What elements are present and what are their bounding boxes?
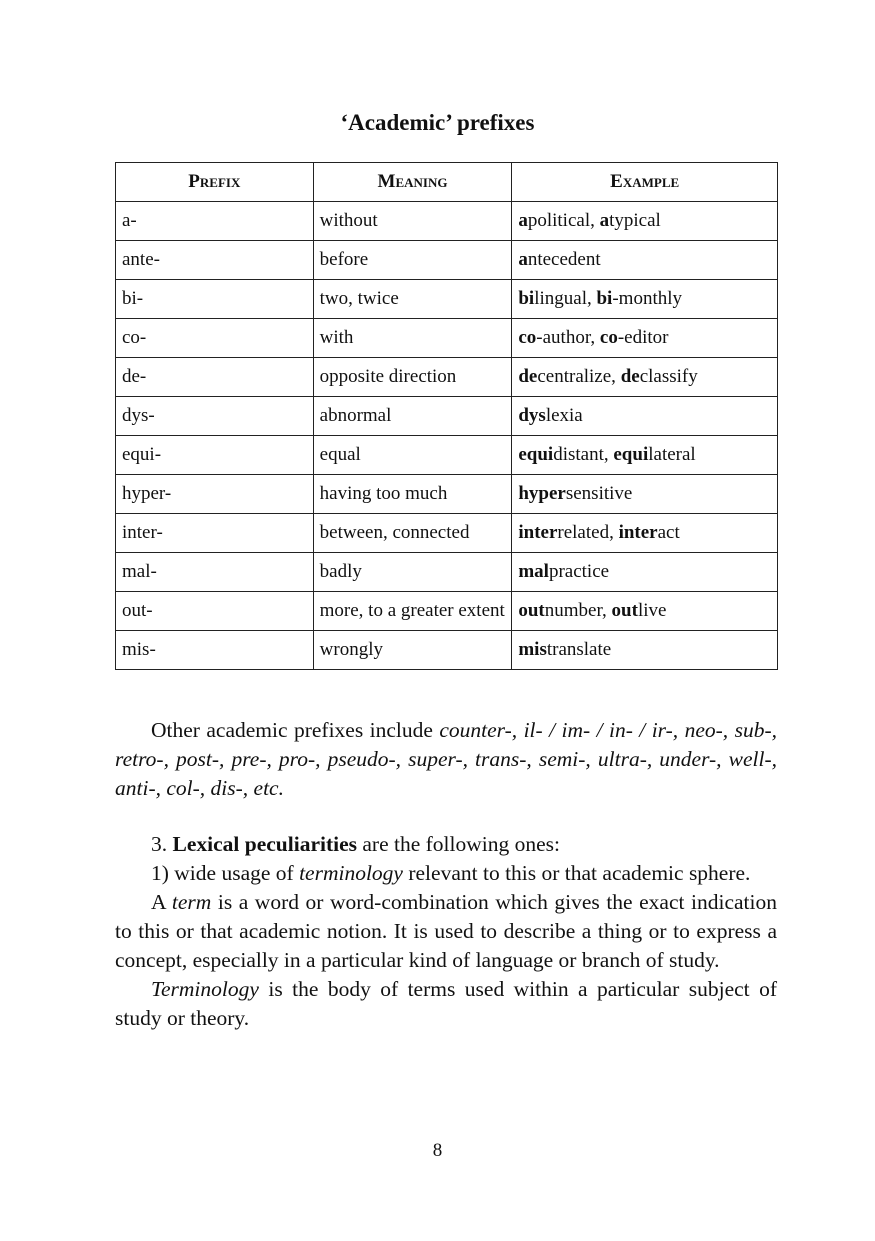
example-rest-part: act	[657, 522, 680, 543]
example-prefix-part: de	[518, 366, 538, 387]
table-row	[116, 631, 778, 670]
example-rest-part: -author,	[536, 327, 600, 348]
term-definition-paragraph	[115, 888, 777, 975]
example-rest-part: typical	[609, 210, 661, 231]
example-rest-part: -monthly	[612, 288, 683, 309]
terminology-usage-paragraph	[115, 859, 777, 888]
prefix-cell: equi-	[116, 436, 314, 475]
prefix-cell: mal-	[116, 553, 314, 592]
lexical-heading: Lexical peculiarities	[172, 832, 358, 856]
table-row	[116, 280, 778, 319]
example-rest-part: practice	[548, 561, 610, 582]
example-rest-part: related,	[557, 522, 619, 543]
term-word: term	[171, 890, 212, 914]
example-prefix-part: mis	[518, 639, 547, 660]
meaning-cell: two, twice	[313, 280, 512, 319]
prefix-cell: out-	[116, 592, 314, 631]
example-cell	[512, 319, 778, 358]
example-prefix-part: inter	[618, 522, 658, 543]
example-rest-part: lexia	[545, 405, 583, 426]
table-row	[116, 358, 778, 397]
example-prefix-part: mal	[518, 561, 549, 582]
meaning-cell: without	[313, 202, 512, 241]
header-prefix: Prefix	[116, 163, 314, 202]
page-number: 8	[432, 1140, 443, 1161]
example-cell	[512, 436, 778, 475]
meaning-cell: more, to a greater extent	[313, 592, 512, 631]
example-rest-part: lingual,	[534, 288, 597, 309]
example-prefix-part: a	[599, 210, 610, 231]
table-header-row	[116, 163, 778, 202]
other-prefixes-paragraph	[115, 716, 777, 803]
term-end: is a word or word-combination which gives the exact indication to this or that academic notion. It is used to describe a thing or to express a concept, especially in a particular kind of language or branch of study.	[115, 890, 778, 972]
usage-start: 1) wide usage of	[151, 861, 300, 885]
header-meaning: Meaning	[313, 163, 512, 202]
meaning-cell: before	[313, 241, 512, 280]
meaning-cell: equal	[313, 436, 512, 475]
prefix-cell: co-	[116, 319, 314, 358]
lexical-heading-rest: are the following ones:	[357, 832, 561, 856]
example-prefix-part: a	[518, 249, 528, 270]
prefix-cell: dys-	[116, 397, 314, 436]
other-prefixes-lead: Other academic prefixes include	[151, 718, 440, 742]
example-prefix-part: co	[518, 327, 537, 348]
example-cell	[512, 397, 778, 436]
example-rest-part: classify	[639, 366, 698, 387]
example-cell	[512, 631, 778, 670]
example-rest-part: live	[637, 600, 667, 621]
table-body	[116, 202, 778, 670]
example-prefix-part: out	[518, 600, 545, 621]
example-rest-part: number,	[544, 600, 612, 621]
example-prefix-part: a	[518, 210, 528, 231]
table-row	[116, 514, 778, 553]
example-rest-part: -editor	[617, 327, 669, 348]
prefix-cell: de-	[116, 358, 314, 397]
table-row	[116, 241, 778, 280]
header-example: Example	[512, 163, 778, 202]
example-prefix-part: dys	[518, 405, 546, 426]
table-row	[116, 397, 778, 436]
example-rest-part: lateral	[648, 444, 696, 465]
meaning-cell: opposite direction	[313, 358, 512, 397]
example-prefix-part: equi	[613, 444, 649, 465]
prefix-cell: mis-	[116, 631, 314, 670]
lexical-heading-paragraph	[115, 830, 777, 859]
table-row	[116, 319, 778, 358]
meaning-cell: between, connected	[313, 514, 512, 553]
example-rest-part: ntecedent	[527, 249, 601, 270]
example-prefix-part: de	[620, 366, 640, 387]
example-rest-part: political,	[527, 210, 600, 231]
example-cell	[512, 202, 778, 241]
example-cell	[512, 592, 778, 631]
prefix-table	[115, 162, 778, 670]
meaning-cell: wrongly	[313, 631, 512, 670]
table-row	[116, 436, 778, 475]
example-prefix-part: co	[599, 327, 618, 348]
terminology-end: is the body of terms used within a particular subject of study or theory.	[115, 977, 777, 1030]
terminology-word: Terminology	[151, 977, 259, 1001]
meaning-cell: abnormal	[313, 397, 512, 436]
example-prefix-part: equi	[518, 444, 554, 465]
example-cell	[512, 514, 778, 553]
example-prefix-part: bi	[518, 288, 535, 309]
example-rest-part: translate	[546, 639, 612, 660]
example-prefix-part: inter	[518, 522, 558, 543]
meaning-cell: having too much	[313, 475, 512, 514]
example-cell	[512, 241, 778, 280]
lexical-section	[115, 830, 777, 1033]
table-row	[116, 553, 778, 592]
table-row	[116, 475, 778, 514]
example-prefix-part: bi	[596, 288, 613, 309]
example-cell	[512, 475, 778, 514]
example-rest-part: distant,	[553, 444, 614, 465]
example-rest-part: sensitive	[565, 483, 633, 504]
table-row	[116, 592, 778, 631]
example-prefix-part: out	[611, 600, 638, 621]
usage-terminology: terminology	[299, 861, 403, 885]
other-prefixes-list: counter-, il- / im- / in- / ir-, neo-, sub-, retro-, post-, pre-, pro-, pseudo-, super-, trans-, semi-, ultra-, under-, well-, anti-, col-, dis-, etc.	[115, 718, 777, 800]
prefix-cell: bi-	[116, 280, 314, 319]
example-rest-part: centralize,	[537, 366, 621, 387]
term-start: A	[151, 890, 172, 914]
lexical-number: 3.	[151, 832, 173, 856]
prefix-cell: hyper-	[116, 475, 314, 514]
example-cell	[512, 280, 778, 319]
prefix-cell: inter-	[116, 514, 314, 553]
table-row	[116, 202, 778, 241]
example-cell	[512, 553, 778, 592]
prefix-cell: a-	[116, 202, 314, 241]
page-title: ‘Academic’ prefixes	[340, 110, 535, 135]
prefix-cell: ante-	[116, 241, 314, 280]
other-prefixes-section	[115, 716, 777, 803]
example-cell	[512, 358, 778, 397]
meaning-cell: with	[313, 319, 512, 358]
usage-end: relevant to this or that academic sphere.	[402, 861, 751, 885]
example-prefix-part: hyper	[518, 483, 566, 504]
terminology-definition-paragraph	[115, 975, 777, 1033]
meaning-cell: badly	[313, 553, 512, 592]
